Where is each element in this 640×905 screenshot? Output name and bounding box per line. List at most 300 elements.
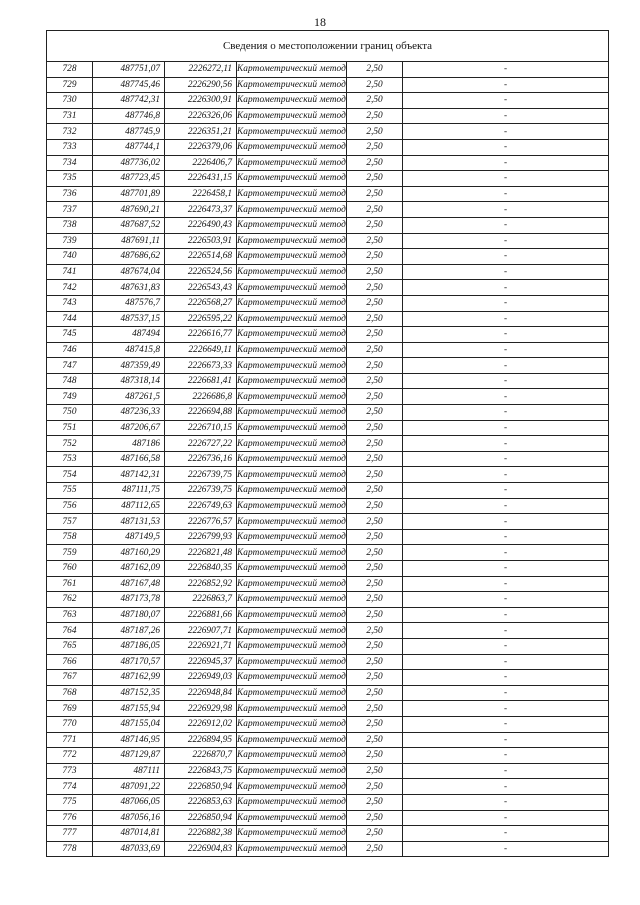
y-coordinate-cell: 2226458,1 (165, 186, 237, 202)
table-row (47, 545, 609, 561)
method-cell: Картометрический метод (237, 295, 347, 311)
accuracy-cell: 2,50 (347, 826, 403, 842)
description-cell: - (403, 732, 609, 748)
x-coordinate-cell: 487170,57 (93, 654, 165, 670)
table-row (47, 171, 609, 187)
method-cell: Картометрический метод (237, 358, 347, 374)
accuracy-cell: 2,50 (347, 217, 403, 233)
table-body (47, 62, 609, 857)
method-cell: Картометрический метод (237, 264, 347, 280)
y-coordinate-cell: 2226929,98 (165, 701, 237, 717)
y-coordinate-cell: 2226776,57 (165, 514, 237, 530)
x-coordinate-cell: 487146,95 (93, 732, 165, 748)
description-cell: - (403, 311, 609, 327)
x-coordinate-cell: 487744,1 (93, 139, 165, 155)
x-coordinate-cell: 487686,62 (93, 249, 165, 265)
table-row (47, 794, 609, 810)
y-coordinate-cell: 2226686,8 (165, 389, 237, 405)
x-coordinate-cell: 487173,78 (93, 592, 165, 608)
description-cell: - (403, 405, 609, 421)
method-cell: Картометрический метод (237, 732, 347, 748)
description-cell: - (403, 280, 609, 296)
method-cell: Картометрический метод (237, 62, 347, 78)
description-cell: - (403, 77, 609, 93)
point-number-cell: 751 (47, 420, 93, 436)
accuracy-cell: 2,50 (347, 389, 403, 405)
point-number-cell: 758 (47, 529, 93, 545)
x-coordinate-cell: 487687,52 (93, 217, 165, 233)
x-coordinate-cell: 487091,22 (93, 779, 165, 795)
x-coordinate-cell: 487180,07 (93, 607, 165, 623)
accuracy-cell: 2,50 (347, 108, 403, 124)
description-cell: - (403, 171, 609, 187)
method-cell: Картометрический метод (237, 810, 347, 826)
table-row (47, 217, 609, 233)
accuracy-cell: 2,50 (347, 373, 403, 389)
description-cell: - (403, 249, 609, 265)
table-row (47, 826, 609, 842)
method-cell: Картометрический метод (237, 841, 347, 857)
accuracy-cell: 2,50 (347, 654, 403, 670)
table-row (47, 358, 609, 374)
point-number-cell: 763 (47, 607, 93, 623)
method-cell: Картометрический метод (237, 561, 347, 577)
accuracy-cell: 2,50 (347, 483, 403, 499)
description-cell: - (403, 592, 609, 608)
method-cell: Картометрический метод (237, 685, 347, 701)
accuracy-cell: 2,50 (347, 685, 403, 701)
method-cell: Картометрический метод (237, 373, 347, 389)
method-cell: Картометрический метод (237, 155, 347, 171)
accuracy-cell: 2,50 (347, 264, 403, 280)
method-cell: Картометрический метод (237, 654, 347, 670)
x-coordinate-cell: 487056,16 (93, 810, 165, 826)
accuracy-cell: 2,50 (347, 280, 403, 296)
method-cell: Картометрический метод (237, 529, 347, 545)
table-row (47, 405, 609, 421)
method-cell: Картометрический метод (237, 124, 347, 140)
point-number-cell: 767 (47, 670, 93, 686)
x-coordinate-cell: 487186,05 (93, 638, 165, 654)
y-coordinate-cell: 2226739,75 (165, 483, 237, 499)
point-number-cell: 771 (47, 732, 93, 748)
method-cell: Картометрический метод (237, 77, 347, 93)
point-number-cell: 743 (47, 295, 93, 311)
description-cell: - (403, 607, 609, 623)
accuracy-cell: 2,50 (347, 467, 403, 483)
table-row (47, 498, 609, 514)
table-row (47, 685, 609, 701)
description-cell: - (403, 748, 609, 764)
method-cell: Картометрический метод (237, 420, 347, 436)
table-heading: Сведения о местоположении границ объекта (47, 31, 609, 62)
y-coordinate-cell: 2226945,37 (165, 654, 237, 670)
point-number-cell: 760 (47, 561, 93, 577)
x-coordinate-cell: 487129,87 (93, 748, 165, 764)
x-coordinate-cell: 487723,45 (93, 171, 165, 187)
description-cell: - (403, 514, 609, 530)
table-row (47, 779, 609, 795)
method-cell: Картометрический метод (237, 716, 347, 732)
y-coordinate-cell: 2226850,94 (165, 779, 237, 795)
description-cell: - (403, 108, 609, 124)
y-coordinate-cell: 2226595,22 (165, 311, 237, 327)
point-number-cell: 774 (47, 779, 93, 795)
point-number-cell: 756 (47, 498, 93, 514)
method-cell: Картометрический метод (237, 249, 347, 265)
point-number-cell: 764 (47, 623, 93, 639)
accuracy-cell: 2,50 (347, 841, 403, 857)
y-coordinate-cell: 2226904,83 (165, 841, 237, 857)
method-cell: Картометрический метод (237, 763, 347, 779)
x-coordinate-cell: 487206,67 (93, 420, 165, 436)
table-row (47, 529, 609, 545)
accuracy-cell: 2,50 (347, 249, 403, 265)
method-cell: Картометрический метод (237, 779, 347, 795)
table-row (47, 654, 609, 670)
x-coordinate-cell: 487751,07 (93, 62, 165, 78)
method-cell: Картометрический метод (237, 794, 347, 810)
x-coordinate-cell: 487187,26 (93, 623, 165, 639)
x-coordinate-cell: 487160,29 (93, 545, 165, 561)
method-cell: Картометрический метод (237, 342, 347, 358)
accuracy-cell: 2,50 (347, 405, 403, 421)
table-row (47, 93, 609, 109)
x-coordinate-cell: 487746,8 (93, 108, 165, 124)
table-row (47, 732, 609, 748)
point-number-cell: 746 (47, 342, 93, 358)
y-coordinate-cell: 2226406,7 (165, 155, 237, 171)
description-cell: - (403, 826, 609, 842)
y-coordinate-cell: 2226821,48 (165, 545, 237, 561)
table-row (47, 124, 609, 140)
y-coordinate-cell: 2226850,94 (165, 810, 237, 826)
accuracy-cell: 2,50 (347, 295, 403, 311)
description-cell: - (403, 389, 609, 405)
table-row (47, 62, 609, 78)
table-row (47, 701, 609, 717)
point-number-cell: 757 (47, 514, 93, 530)
accuracy-cell: 2,50 (347, 763, 403, 779)
y-coordinate-cell: 2226673,33 (165, 358, 237, 374)
point-number-cell: 754 (47, 467, 93, 483)
x-coordinate-cell: 487155,04 (93, 716, 165, 732)
method-cell: Картометрический метод (237, 670, 347, 686)
y-coordinate-cell: 2226681,41 (165, 373, 237, 389)
y-coordinate-cell: 2226921,71 (165, 638, 237, 654)
point-number-cell: 772 (47, 748, 93, 764)
method-cell: Картометрический метод (237, 607, 347, 623)
point-number-cell: 769 (47, 701, 93, 717)
y-coordinate-cell: 2226568,27 (165, 295, 237, 311)
y-coordinate-cell: 2226870,7 (165, 748, 237, 764)
table-row (47, 716, 609, 732)
table-row (47, 607, 609, 623)
y-coordinate-cell: 2226882,38 (165, 826, 237, 842)
method-cell: Картометрический метод (237, 280, 347, 296)
x-coordinate-cell: 487142,31 (93, 467, 165, 483)
point-number-cell: 749 (47, 389, 93, 405)
description-cell: - (403, 701, 609, 717)
x-coordinate-cell: 487186 (93, 436, 165, 452)
y-coordinate-cell: 2226843,75 (165, 763, 237, 779)
table-row (47, 280, 609, 296)
point-number-cell: 765 (47, 638, 93, 654)
y-coordinate-cell: 2226649,11 (165, 342, 237, 358)
point-number-cell: 735 (47, 171, 93, 187)
description-cell: - (403, 327, 609, 343)
boundary-table-container (46, 30, 608, 857)
description-cell: - (403, 529, 609, 545)
method-cell: Картометрический метод (237, 483, 347, 499)
method-cell: Картометрический метод (237, 186, 347, 202)
description-cell: - (403, 685, 609, 701)
x-coordinate-cell: 487167,48 (93, 576, 165, 592)
accuracy-cell: 2,50 (347, 623, 403, 639)
description-cell: - (403, 358, 609, 374)
table-row (47, 514, 609, 530)
point-number-cell: 739 (47, 233, 93, 249)
method-cell: Картометрический метод (237, 327, 347, 343)
table-row (47, 841, 609, 857)
description-cell: - (403, 561, 609, 577)
description-cell: - (403, 467, 609, 483)
point-number-cell: 778 (47, 841, 93, 857)
y-coordinate-cell: 2226503,91 (165, 233, 237, 249)
method-cell: Картометрический метод (237, 623, 347, 639)
y-coordinate-cell: 2226490,43 (165, 217, 237, 233)
point-number-cell: 732 (47, 124, 93, 140)
y-coordinate-cell: 2226326,06 (165, 108, 237, 124)
description-cell: - (403, 202, 609, 218)
method-cell: Картометрический метод (237, 389, 347, 405)
accuracy-cell: 2,50 (347, 327, 403, 343)
table-row (47, 670, 609, 686)
description-cell: - (403, 498, 609, 514)
point-number-cell: 736 (47, 186, 93, 202)
description-cell: - (403, 779, 609, 795)
description-cell: - (403, 436, 609, 452)
point-number-cell: 775 (47, 794, 93, 810)
table-row (47, 139, 609, 155)
point-number-cell: 742 (47, 280, 93, 296)
method-cell: Картометрический метод (237, 451, 347, 467)
method-cell: Картометрический метод (237, 467, 347, 483)
description-cell: - (403, 420, 609, 436)
accuracy-cell: 2,50 (347, 748, 403, 764)
point-number-cell: 744 (47, 311, 93, 327)
point-number-cell: 759 (47, 545, 93, 561)
y-coordinate-cell: 2226863,7 (165, 592, 237, 608)
point-number-cell: 733 (47, 139, 93, 155)
point-number-cell: 762 (47, 592, 93, 608)
x-coordinate-cell: 487014,81 (93, 826, 165, 842)
y-coordinate-cell: 2226894,95 (165, 732, 237, 748)
y-coordinate-cell: 2226749,63 (165, 498, 237, 514)
description-cell: - (403, 654, 609, 670)
accuracy-cell: 2,50 (347, 545, 403, 561)
accuracy-cell: 2,50 (347, 576, 403, 592)
point-number-cell: 728 (47, 62, 93, 78)
description-cell: - (403, 794, 609, 810)
accuracy-cell: 2,50 (347, 233, 403, 249)
accuracy-cell: 2,50 (347, 732, 403, 748)
table-row (47, 561, 609, 577)
page-number: 18 (314, 15, 326, 29)
point-number-cell: 737 (47, 202, 93, 218)
x-coordinate-cell: 487745,46 (93, 77, 165, 93)
method-cell: Картометрический метод (237, 638, 347, 654)
method-cell: Картометрический метод (237, 139, 347, 155)
point-number-cell: 761 (47, 576, 93, 592)
method-cell: Картометрический метод (237, 576, 347, 592)
method-cell: Картометрический метод (237, 436, 347, 452)
point-number-cell: 738 (47, 217, 93, 233)
point-number-cell: 740 (47, 249, 93, 265)
accuracy-cell: 2,50 (347, 701, 403, 717)
accuracy-cell: 2,50 (347, 607, 403, 623)
method-cell: Картометрический метод (237, 514, 347, 530)
y-coordinate-cell: 2226736,16 (165, 451, 237, 467)
description-cell: - (403, 62, 609, 78)
description-cell: - (403, 810, 609, 826)
point-number-cell: 747 (47, 358, 93, 374)
x-coordinate-cell: 487318,14 (93, 373, 165, 389)
y-coordinate-cell: 2226912,02 (165, 716, 237, 732)
point-number-cell: 768 (47, 685, 93, 701)
table-row (47, 763, 609, 779)
table-row (47, 249, 609, 265)
x-coordinate-cell: 487162,09 (93, 561, 165, 577)
y-coordinate-cell: 2226514,68 (165, 249, 237, 265)
accuracy-cell: 2,50 (347, 451, 403, 467)
description-cell: - (403, 155, 609, 171)
method-cell: Картометрический метод (237, 592, 347, 608)
y-coordinate-cell: 2226272,11 (165, 62, 237, 78)
table-row (47, 155, 609, 171)
table-row (47, 451, 609, 467)
point-number-cell: 730 (47, 93, 93, 109)
x-coordinate-cell: 487166,58 (93, 451, 165, 467)
x-coordinate-cell: 487736,02 (93, 155, 165, 171)
method-cell: Картометрический метод (237, 405, 347, 421)
table-row (47, 389, 609, 405)
x-coordinate-cell: 487149,5 (93, 529, 165, 545)
method-cell: Картометрический метод (237, 748, 347, 764)
table-row (47, 436, 609, 452)
accuracy-cell: 2,50 (347, 810, 403, 826)
accuracy-cell: 2,50 (347, 155, 403, 171)
description-cell: - (403, 217, 609, 233)
table-row (47, 810, 609, 826)
description-cell: - (403, 483, 609, 499)
x-coordinate-cell: 487155,94 (93, 701, 165, 717)
point-number-cell: 770 (47, 716, 93, 732)
x-coordinate-cell: 487745,9 (93, 124, 165, 140)
x-coordinate-cell: 487111,75 (93, 483, 165, 499)
description-cell: - (403, 124, 609, 140)
description-cell: - (403, 638, 609, 654)
x-coordinate-cell: 487690,21 (93, 202, 165, 218)
x-coordinate-cell: 487162,99 (93, 670, 165, 686)
description-cell: - (403, 264, 609, 280)
accuracy-cell: 2,50 (347, 93, 403, 109)
method-cell: Картометрический метод (237, 701, 347, 717)
accuracy-cell: 2,50 (347, 779, 403, 795)
y-coordinate-cell: 2226524,56 (165, 264, 237, 280)
table-row (47, 327, 609, 343)
accuracy-cell: 2,50 (347, 670, 403, 686)
table-row (47, 342, 609, 358)
point-number-cell: 741 (47, 264, 93, 280)
table-row (47, 233, 609, 249)
accuracy-cell: 2,50 (347, 171, 403, 187)
accuracy-cell: 2,50 (347, 420, 403, 436)
method-cell: Картометрический метод (237, 171, 347, 187)
description-cell: - (403, 576, 609, 592)
method-cell: Картометрический метод (237, 826, 347, 842)
accuracy-cell: 2,50 (347, 124, 403, 140)
x-coordinate-cell: 487359,49 (93, 358, 165, 374)
y-coordinate-cell: 2226351,21 (165, 124, 237, 140)
accuracy-cell: 2,50 (347, 77, 403, 93)
description-cell: - (403, 841, 609, 857)
y-coordinate-cell: 2226727,22 (165, 436, 237, 452)
y-coordinate-cell: 2226710,15 (165, 420, 237, 436)
x-coordinate-cell: 487415,8 (93, 342, 165, 358)
point-number-cell: 753 (47, 451, 93, 467)
y-coordinate-cell: 2226473,37 (165, 202, 237, 218)
y-coordinate-cell: 2226431,15 (165, 171, 237, 187)
description-cell: - (403, 451, 609, 467)
description-cell: - (403, 233, 609, 249)
accuracy-cell: 2,50 (347, 202, 403, 218)
x-coordinate-cell: 487691,11 (93, 233, 165, 249)
point-number-cell: 752 (47, 436, 93, 452)
x-coordinate-cell: 487033,69 (93, 841, 165, 857)
point-number-cell: 766 (47, 654, 93, 670)
table-row (47, 373, 609, 389)
description-cell: - (403, 186, 609, 202)
description-cell: - (403, 670, 609, 686)
y-coordinate-cell: 2226694,88 (165, 405, 237, 421)
point-number-cell: 776 (47, 810, 93, 826)
description-cell: - (403, 93, 609, 109)
description-cell: - (403, 623, 609, 639)
table-row (47, 576, 609, 592)
y-coordinate-cell: 2226543,43 (165, 280, 237, 296)
description-cell: - (403, 295, 609, 311)
table-row (47, 623, 609, 639)
accuracy-cell: 2,50 (347, 436, 403, 452)
y-coordinate-cell: 2226907,71 (165, 623, 237, 639)
x-coordinate-cell: 487236,33 (93, 405, 165, 421)
description-cell: - (403, 545, 609, 561)
description-cell: - (403, 716, 609, 732)
x-coordinate-cell: 487112,65 (93, 498, 165, 514)
table-row (47, 467, 609, 483)
y-coordinate-cell: 2226840,35 (165, 561, 237, 577)
table-row (47, 483, 609, 499)
x-coordinate-cell: 487537,15 (93, 311, 165, 327)
description-cell: - (403, 342, 609, 358)
description-cell: - (403, 139, 609, 155)
table-heading-row (47, 31, 609, 62)
y-coordinate-cell: 2226290,56 (165, 77, 237, 93)
method-cell: Картометрический метод (237, 498, 347, 514)
y-coordinate-cell: 2226881,66 (165, 607, 237, 623)
y-coordinate-cell: 2226616,77 (165, 327, 237, 343)
